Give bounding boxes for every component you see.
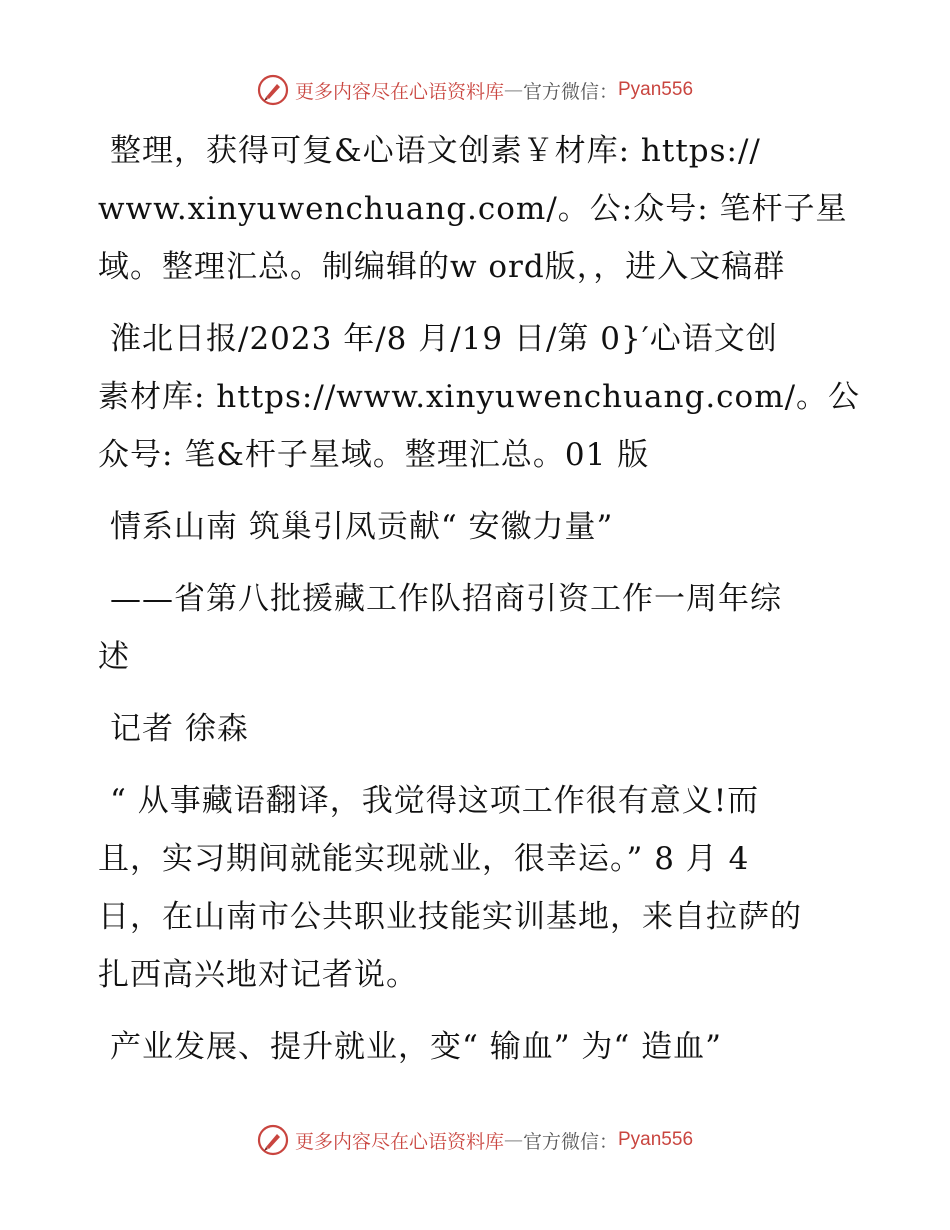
header-official-label: 官方微信： [522,80,618,103]
document-body [98,122,861,1090]
footer-wechat-id: Pyan556 [618,1129,694,1150]
text-line: www.xinyuwenchuang.com/。公:众号: 笔杆子星 [98,191,848,227]
footer-separator: — [503,1129,523,1151]
text-line: 情系山南 筑巢引凤贡献“ 安徽力量” [110,509,614,545]
article-subtitle [98,570,858,686]
text-line: ——省第八批援藏工作队招商引资工作一周年综 [110,581,782,617]
text-line: 且，实习期间就能实现就业，很幸运。” 8 月 4 [98,841,750,877]
header-wechat-id: Pyan556 [618,79,694,100]
text-line: 素材库: https://www.xinyuwenchuang.com/。公 [98,379,861,415]
article-byline [98,700,858,758]
text-line: “ 从事藏语翻译，我觉得这项工作很有意义!而 [110,783,760,819]
article-paragraph [98,772,858,1004]
text-line: 记者 徐森 [110,711,249,747]
footer-official-label: 官方微信： [522,1130,618,1153]
pen-logo-icon [257,74,289,106]
paragraph-source-note-1 [98,122,858,296]
footer-banner [0,1120,950,1160]
text-line: 众号: 笔&杆子星域。整理汇总。01 版 [98,437,650,473]
text-line: 淮北日报/2023 年/8 月/19 日/第 0}′心语文创 [110,321,778,357]
header-banner [0,70,950,110]
footer-brand-text: 更多内容尽在心语资料库 [294,1130,504,1153]
text-line: 整理，获得可复&心语文创素￥材库: https:// [110,133,761,169]
header-brand-text: 更多内容尽在心语资料库 [294,80,504,103]
text-line: 域。整理汇总。制编辑的w ord版，，进入文稿群 [98,249,786,285]
article-section-heading [98,1018,858,1076]
article-title [98,498,858,556]
text-line: 述 [98,639,130,675]
text-line: 产业发展、提升就业，变“ 输血” 为“ 造血” [110,1029,722,1065]
paragraph-source-note-2 [98,310,861,484]
header-separator: — [503,79,523,101]
pen-logo-icon [257,1124,289,1156]
text-line: 日，在山南市公共职业技能实训基地，来自拉萨的 [98,899,802,935]
text-line: 扎西高兴地对记者说。 [98,957,418,993]
